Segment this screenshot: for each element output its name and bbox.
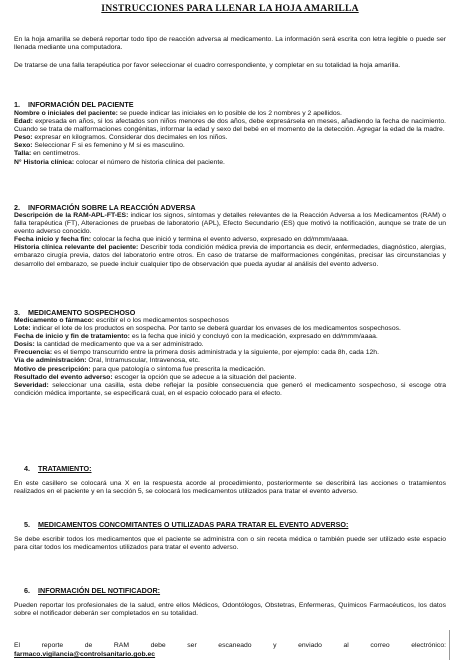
section-1-item: Sexo: Seleccionar F si es femenino y M si es masculino. — [14, 142, 185, 150]
section-4-body: En este casillero se colocará una X en la respuesta acorde al procedimiento, posteriormente se describirá las acciones o tratamientos realizados en el paciente y en la sección 5, se colocará los medicamentos utilizados para tratar el evento adverso. — [14, 480, 446, 496]
section-3-item: Medicamento o fármaco: escribir el o los medicamentos sospechosos — [14, 317, 229, 324]
intro-paragraph-2: De tratarse de una falla terapéutica por favor seleccionar el cuadro correspondiente, y completar en su totalidad la hoja amarilla. — [14, 62, 401, 69]
section-6-number: 6. — [24, 586, 30, 595]
section-3-item: Vía de administración: Oral, Intramuscular, Intravenosa, etc. — [14, 357, 200, 365]
document-title: INSTRUCCIONES PARA LLENAR LA HOJA AMARILLA — [101, 3, 359, 14]
footer-text: El reporte de RAM debe ser escaneado y enviado al correo electrónico: — [14, 642, 446, 649]
section-6-heading — [14, 586, 446, 595]
section-3-item: Motivo de prescripción: para que patología o síntoma fue prescrita la medicación. — [14, 365, 266, 373]
section-3-item: Fecha de inicio y fin de tratamiento: es la fecha que inició y concluyó con la medicación, expresado en dd/mmm/aaaa. — [14, 333, 378, 341]
section-2-title: INFORMACIÓN SOBRE LA REACCIÓN ADVERSA — [28, 203, 196, 212]
section-1-heading — [14, 100, 446, 109]
section-3-item: Resultado del evento adverso: escoger la opción que se adecue a la situación del paciente. — [14, 373, 297, 381]
section-1-item: N° Historia clínica: colocar el número de historia clínica del paciente. — [14, 158, 225, 166]
section-5-heading — [14, 520, 446, 529]
section-4-heading — [14, 464, 446, 473]
section-3-item: Frecuencia: es el tiempo transcurrido entre la primera dosis administrada y la siguiente, por ejemplo: cada 8h, cada 12h. — [14, 349, 379, 357]
section-2-heading — [14, 203, 446, 212]
section-3-item: Dosis: la cantidad de medicamento que va a ser administrado. — [14, 341, 204, 349]
section-1-item: Edad: expresada en años, si los afectados son niños menores de dos años, debe expresársela en meses, añadiendo la fecha de nacimiento. Cuando se trata de malformaciones congénitas, informar la edad y sexo del bebé en el momento de la detección. Agregar la edad de la madre. — [14, 118, 446, 134]
section-2-item: Descripción de la RAM-APL-FT-ES: indicar los signos, síntomas y detalles relevantes de la Reacción Adversa a los Medicamentos (RAM) o falla terapéutica (FT), Alteraciones de pruebas de laboratorio (APL), Efecto Secundario (ES) que motivó la notificación, aunque se trate de un evento adverso conocido. — [14, 212, 447, 236]
section-6-title: INFORMACIÓN DEL NOTIFICADOR: — [38, 586, 161, 595]
section-2-list — [14, 212, 446, 269]
section-1-item: Nombre o iniciales del paciente: se puede indicar las iniciales en lo posible de los 2 nombres y 2 apellidos. — [14, 110, 342, 117]
section-1-item: Peso: expresar en kilogramos. Considerar dos decimales en los niños. — [14, 134, 228, 142]
section-4-number: 4. — [24, 464, 30, 473]
section-4-title: TRATAMIENTO: — [38, 464, 92, 473]
section-5-number: 5. — [24, 520, 30, 529]
section-6-body: Pueden reportar los profesionales de la salud, entre ellos Médicos, Odontólogos, Obstetras, Enfermeras, Químicos Farmacéuticos, los datos sobre el notificador deberán ser completados en su totalidad. — [14, 602, 446, 618]
section-5-body: Se debe escribir todos los medicamentos que el paciente se administra con o sin receta médica o también puede ser utilizado este espacio para citar todos los medicamentos utilizados para tratar el evento adverso. — [14, 536, 446, 552]
section-3-item: Lote: indicar el lote de los productos en sospecha. Por tanto se deberá guardar los envases de los medicamentos sospechosos. — [14, 325, 401, 333]
section-2-item: Historia clínica relevante del paciente: Describir toda condición médica previa de importancia es decir, enfermedades, diagnóstico, alergias, embarazo cirugía previa, datos del laboratorio entre otros. En caso de tratarse de malformaciones congénitas, precisar las circunstancias y desarrollo del embarazo, se puede incluir cualquier tipo de observación que pueda ayudar al análisis del evento adverso. — [14, 244, 446, 268]
intro-paragraph-1: En la hoja amarilla se deberá reportar todo tipo de reacción adversa al medicamento. La información será escrita con letra legible o puede ser llenada mediante una computadora. — [14, 36, 446, 52]
section-3-list — [14, 317, 446, 398]
section-2-item: Fecha inicio y fecha fin: colocar la fecha que inició y termina el evento adverso, expresado en dd/mmm/aaaa. — [14, 236, 349, 244]
section-1-item: Talla: en centímetros. — [14, 150, 80, 158]
section-3-title: MEDICAMENTO SOSPECHOSO — [28, 308, 136, 317]
margin-mark — [449, 630, 456, 660]
section-3-item: Severidad: seleccionar una casilla, esta debe reflejar la posible consecuencia que generó el medicamento sospechoso, si escoge otra condición médica importante, se especificará cual, en el espacio colocado para el efecto. — [14, 381, 446, 397]
footer-email-line — [14, 651, 446, 659]
section-5-title: MEDICAMENTOS CONCOMITANTES O UTILIZADAS PARA TRATAR EL EVENTO ADVERSO: — [38, 520, 349, 529]
section-2-number: 2. — [14, 203, 20, 212]
section-1-number: 1. — [14, 100, 20, 109]
footer-email-link[interactable]: farmaco.vigilancia@controlsanitario.gob.ec — [14, 651, 156, 658]
section-1-title: INFORMACIÓN DEL PACIENTE — [28, 100, 134, 109]
section-3-number: 3. — [14, 308, 20, 317]
section-1-list — [14, 110, 446, 167]
section-3-heading — [14, 308, 446, 317]
